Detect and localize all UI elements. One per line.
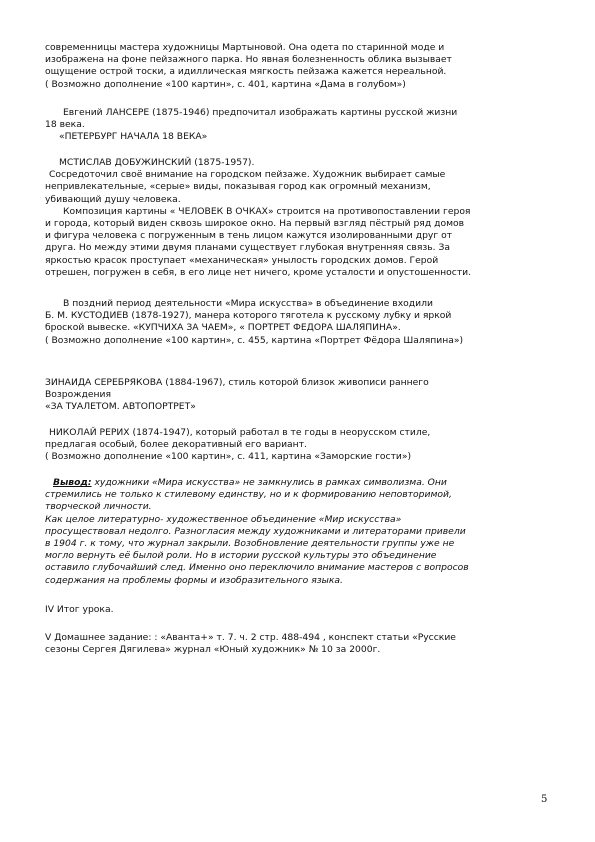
dobuzhinsky-section [45,157,553,279]
text-line: ( Возможно дополнение «100 картин», с. 455, картина «Портрет Фёдора Шаляпина») [45,334,464,346]
text-line: V Домашнее задание: : «Аванта+» т. 7. ч. 2 стр. 488-494 , конспект статьи «Русские [45,632,456,643]
text-line: содержания на проблемы формы и изобразительного языка. [45,574,343,586]
text-line: ( Возможно дополнение «100 картин», с. 401, картина «Дама в голубом») [45,78,406,90]
text-line: в 1904 г. к тому, что журнал закрыли. Возобновление деятельности группы уже не [45,538,455,550]
text-line: Возрождения [45,389,112,401]
lanceray-paragraph [45,107,553,144]
homework-paragraph [45,632,553,656]
text-line: творческой личности. [45,501,152,513]
text-line: изображена на фоне пейзажного парка. Но явная болезненность облика вызывает [45,54,452,66]
text-line: художники «Мира искусства» не замкнулись в рамках символизма. Они [91,477,447,488]
text-line: просуществовал недолго. Разногласия между художниками и литераторами привели [45,525,466,537]
serebryakova-paragraph [45,377,553,414]
text-line: стремились не только к стилевому единству, но и к формированию неповторимой, [45,489,452,501]
text-line: могло вернуть её былой роли. Но в истории русской культуры это объединение [45,550,437,562]
text-line: В поздний период деятельности «Мира искусства» в объединение входили [63,298,433,309]
text-line: Б. М. КУСТОДИЕВ (1878-1927), манера которого тяготела к русскому лубку и яркой [45,310,452,322]
text-line: непривлекательные, «серые» виды, показывая город как огромный механизм, [45,181,431,193]
text-line: IV Итог урока. [45,604,114,615]
text-line: Как целое литературно- художественное объединение «Мир искусства» [45,513,402,525]
artwork-title: «ЗА ТУАЛЕТОМ. АВТОПОРТРЕТ» [45,401,196,413]
text-line: убивающий душу человека. [45,193,181,205]
text-line: броской вывеске. «КУПЧИХА ЗА ЧАЕМ», « ПОРТРЕТ ФЕДОРА ШАЛЯПИНА». [45,322,401,334]
conclusion-label: Вывод: [53,477,92,488]
text-line: НИКОЛАЙ РЕРИХ (1874-1947), который работал в те годы в неорусском стиле, [49,427,431,438]
text-line: 18 века. [45,119,85,131]
text-line: предлагая особый, более декоративный его вариант. [45,439,307,451]
roerich-paragraph [45,427,553,464]
text-line: и фигура человека с погруженным в тень лицом кажутся изолированными друг от [45,230,453,242]
text-line: ощущение острой тоски, а идиллическая мягкость пейзажа кажется нереальной. [45,66,447,78]
text-line: современницы мастера художницы Мартыновой. Она одета по старинной моде и [45,42,445,53]
martynova-paragraph [45,42,553,91]
artist-heading: МСТИСЛАВ ДОБУЖИНСКИЙ (1875-1957). [59,157,255,168]
page-number: 5 [541,794,548,805]
lesson-summary-heading [45,604,553,616]
conclusion-section [45,477,553,587]
text-line: и города, который виден сквозь широкое окно. На первый взгляд пёстрый ряд домов [45,218,465,230]
text-line: Сосредоточил своё внимание на городском пейзаже. Художник выбирает самые [49,169,446,181]
artwork-title: «ПЕТЕРБУРГ НАЧАЛА 18 ВЕКА» [59,131,208,143]
text-line: ЗИНАИДА СЕРЕБРЯКОВА (1884-1967), стиль которой близок живописи раннего [45,377,429,388]
kustodiev-paragraph [45,298,553,347]
text-line: Евгений ЛАНСЕРЕ (1875-1946) предпочитал изображать картины русской жизни [63,107,458,118]
text-line: Композиция картины « ЧЕЛОВЕК В ОЧКАХ» строится на противопоставлении героя [63,205,471,217]
text-line: сезоны Сергея Дягилева» журнал «Юный художник» № 10 за 2000г. [45,644,381,656]
text-line: друга. Но между этими двумя планами существует глубокая внутренняя связь. За [45,242,451,254]
text-line: яркостью красок проступает «механическая» унылость городских домов. Герой [45,254,439,266]
text-line: отрешен, погружен в себя, в его лице нет ничего, кроме усталости и опустошенности. [45,266,472,278]
text-line: ( Возможно дополнение «100 картин», с. 411, картина «Заморские гости») [45,451,412,463]
text-line: оставило глубочайший след. Именно оно переключило внимание мастеров с вопросов [45,562,469,574]
